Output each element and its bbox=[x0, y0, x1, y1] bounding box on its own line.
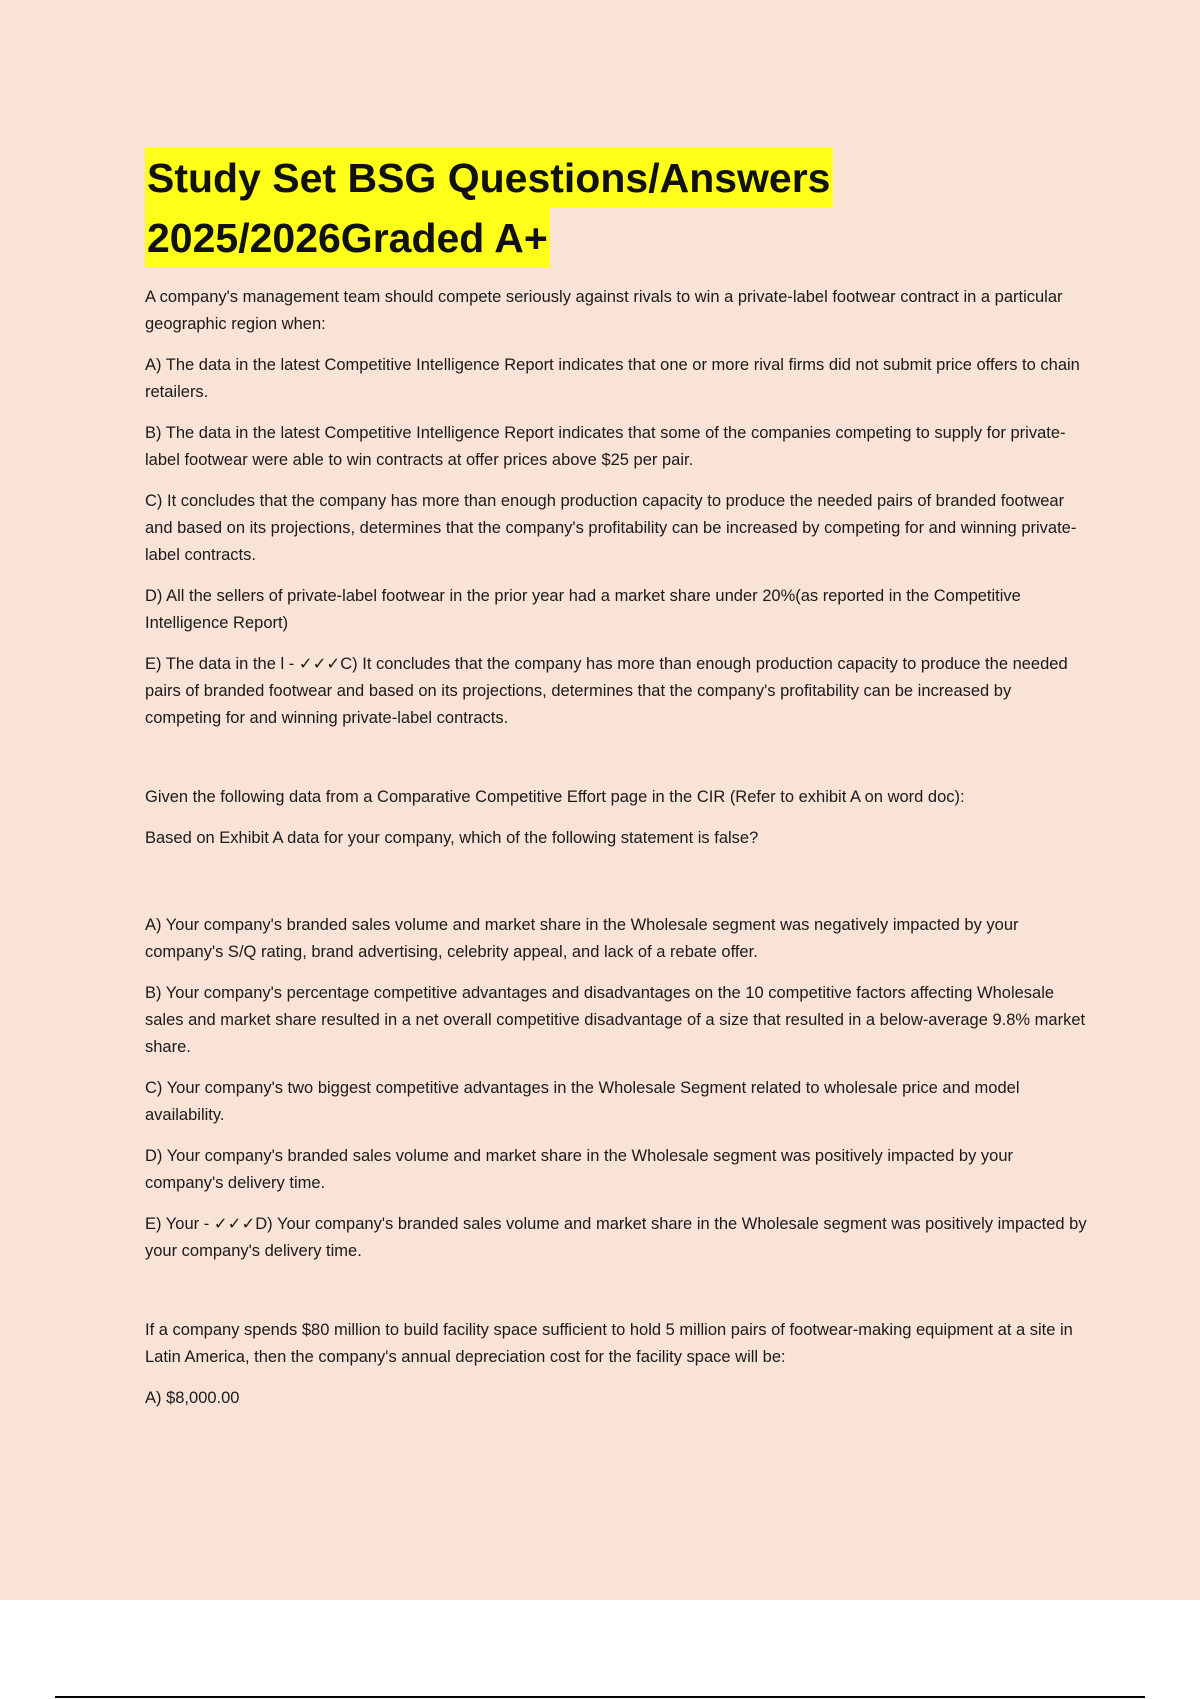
answer-option: B) Your company's percentage competitive advantages and disadvantages on the 10 competitive factors affecting Wholesale sales and market share resulted in a net overall competitive disadvantage of a size that resulted in a below-average 9.8% market share. bbox=[145, 984, 1086, 1056]
answer-option: A) The data in the latest Competitive Intelligence Report indicates that one or more rival firms did not submit price offers to chain retailers. bbox=[145, 356, 1080, 401]
title-line-1: Study Set BSG Questions/Answers bbox=[145, 148, 833, 208]
question-text: Based on Exhibit A data for your company, which of the following statement is false? bbox=[145, 829, 759, 847]
section-spacer bbox=[145, 746, 1090, 784]
section-spacer bbox=[145, 866, 1090, 912]
footer-divider bbox=[55, 1696, 1145, 1698]
question-block-3 bbox=[145, 1317, 1090, 1412]
question-text: A company's management team should compete seriously against rivals to win a private-label footwear contract in a particular geographic region when: bbox=[145, 288, 1063, 333]
answer-option: A) $8,000.00 bbox=[145, 1389, 240, 1407]
answer-option: D) Your company's branded sales volume and market share in the Wholesale segment was positively impacted by your company's delivery time. bbox=[145, 1147, 1014, 1192]
answer-option: C) Your company's two biggest competitive advantages in the Wholesale Segment related to wholesale price and model availability. bbox=[145, 1079, 1020, 1124]
answer-option: D) All the sellers of private-label footwear in the prior year had a market share under 20%(as reported in the Competitive Intelligence Report) bbox=[145, 587, 1021, 632]
answer-option: B) The data in the latest Competitive Intelligence Report indicates that some of the companies competing to supply for private-label footwear were able to win contracts at offer prices above $25 per pair. bbox=[145, 424, 1066, 469]
question-block-2 bbox=[145, 784, 1090, 1265]
answer-option-with-key: E) The data in the l - ✓✓✓C) It concludes that the company has more than enough production capacity to produce the needed pairs of branded footwear and based on its projections, determines that the company's profitability can be increased by competing for and winning private-label contracts. bbox=[145, 655, 1068, 727]
answer-option-with-key: E) Your - ✓✓✓D) Your company's branded sales volume and market share in the Wholesale segment was positively impacted by your company's delivery time. bbox=[145, 1215, 1087, 1260]
section-spacer bbox=[145, 1279, 1090, 1317]
question-intro: Given the following data from a Comparative Competitive Effort page in the CIR (Refer to exhibit A on word doc): bbox=[145, 788, 965, 806]
document-title bbox=[145, 148, 1090, 268]
answer-option: C) It concludes that the company has more than enough production capacity to produce the needed pairs of branded footwear and based on its projections, determines that the company's profitability can be increased by competing for and winning private-label contracts. bbox=[145, 492, 1077, 564]
answer-option: A) Your company's branded sales volume and market share in the Wholesale segment was negatively impacted by your company's S/Q rating, brand advertising, celebrity appeal, and lack of a rebate offer. bbox=[145, 916, 1019, 961]
question-block-1 bbox=[145, 284, 1090, 732]
question-text: If a company spends $80 million to build facility space sufficient to hold 5 million pairs of footwear-making equipment at a site in Latin America, then the company's annual depreciation cost for the facility space will be: bbox=[145, 1321, 1073, 1366]
document-content bbox=[145, 148, 1090, 1426]
title-line-2: 2025/2026Graded A+ bbox=[145, 208, 550, 268]
